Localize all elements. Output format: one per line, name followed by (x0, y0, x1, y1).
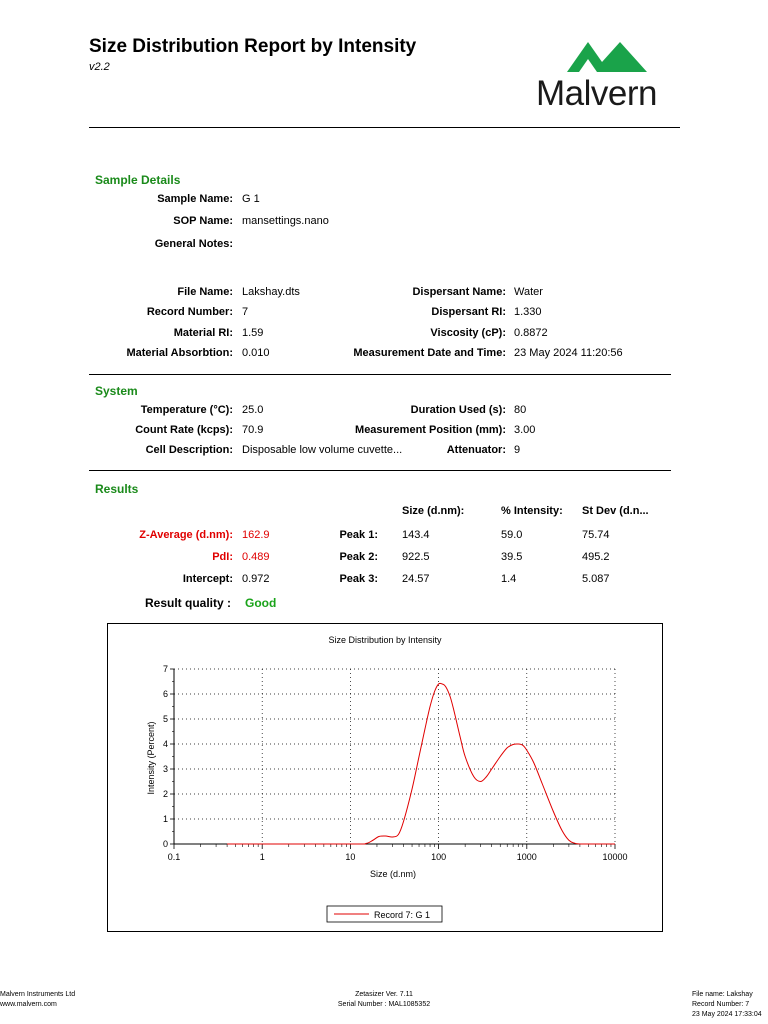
material-absorption-label: Material Absorbtion: (126, 347, 233, 359)
report-title: Size Distribution Report by Intensity (89, 36, 417, 57)
z-average-label: Z-Average (d.nm): (139, 529, 233, 541)
col-size-header: Size (d.nm): (402, 505, 465, 517)
footer-software: Zetasizer Ver. 7.11 (355, 991, 413, 998)
chart-svg (108, 624, 662, 931)
section-system: System (95, 384, 138, 398)
y-tick-label: 2 (162, 789, 168, 799)
x-tick-label: 1 (259, 852, 265, 862)
viscosity-value: 0.8872 (514, 327, 548, 339)
peak-1-intensity: 59.0 (501, 529, 523, 541)
legend-label: Record 7: G 1 (374, 910, 431, 920)
report-version: v2.2 (89, 61, 110, 73)
duration-label: Duration Used (s): (410, 404, 506, 416)
sample-divider (89, 374, 671, 375)
sample-name-label: Sample Name: (157, 193, 233, 205)
record-number-label: Record Number: (146, 306, 233, 318)
peak-2-intensity: 39.5 (501, 551, 523, 563)
dispersant-name-label: Dispersant Name: (412, 286, 506, 298)
footer-serial: Serial Number : MAL1085352 (337, 1001, 431, 1008)
section-results: Results (95, 482, 139, 496)
y-tick-label: 4 (162, 739, 168, 749)
measurement-position-value: 3.00 (514, 424, 536, 436)
peak-2-stdev: 495.2 (582, 551, 610, 563)
y-tick-label: 7 (162, 664, 168, 674)
footer-file-name: File name: Lakshay (692, 991, 753, 998)
file-name-label: File Name: (177, 286, 233, 298)
intercept-value: 0.972 (242, 573, 270, 585)
dispersant-ri-label: Dispersant RI: (431, 306, 506, 318)
section-sample-details: Sample Details (95, 173, 181, 187)
attenuator-label: Attenuator: (446, 444, 506, 456)
peak-2-label: Peak 2: (339, 551, 378, 563)
system-divider (89, 470, 671, 471)
measurement-position-label: Measurement Position (mm): (355, 424, 506, 436)
attenuator-value: 9 (514, 444, 521, 456)
peak-1-size: 143.4 (402, 529, 430, 541)
footer-record-number: Record Number: 7 (692, 1001, 750, 1008)
cell-description-value: Disposable low volume cuvette... (242, 444, 403, 456)
x-tick-label: 10 (345, 852, 356, 862)
material-ri-label: Material RI: (173, 327, 233, 339)
sop-name-value: mansettings.nano (242, 215, 329, 227)
peak-1-label: Peak 1: (339, 529, 378, 541)
material-ri-value: 1.59 (242, 327, 264, 339)
y-tick-label: 1 (162, 814, 168, 824)
z-average-value: 162.9 (242, 529, 270, 541)
material-absorption-value: 0.010 (242, 347, 270, 359)
peak-3-intensity: 1.4 (501, 573, 517, 585)
y-tick-label: 0 (162, 839, 168, 849)
series-line-record-7 (227, 683, 615, 844)
col-stdev-header: St Dev (d.n... (582, 505, 649, 517)
sample-name-value: G 1 (242, 193, 260, 205)
size-distribution-chart (107, 623, 663, 932)
measurement-datetime-value: 23 May 2024 11:20:56 (514, 347, 623, 359)
footer-center (300, 990, 468, 1010)
header-divider (89, 127, 680, 128)
temperature-label: Temperature (°C): (140, 404, 233, 416)
chart-legend (327, 906, 442, 922)
y-axis-label: Intensity (Percent) (146, 721, 156, 795)
cell-description-label: Cell Description: (145, 444, 233, 456)
y-tick-label: 6 (162, 689, 168, 699)
dispersant-ri-value: 1.330 (514, 306, 542, 318)
x-tick-label: 0.1 (167, 852, 181, 862)
peak-3-stdev: 5.087 (582, 573, 610, 585)
footer-company: Malvern Instruments Ltd (0, 991, 76, 998)
logo-text: Malvern (536, 74, 657, 113)
file-name-value: Lakshay.dts (242, 286, 300, 298)
intercept-label: Intercept: (182, 573, 233, 585)
footer-datetime: 23 May 2024 17:33:04 (692, 1011, 762, 1018)
temperature-value: 25.0 (242, 404, 264, 416)
x-tick-label: 10000 (602, 852, 628, 862)
general-notes-label: General Notes: (154, 238, 233, 250)
pdi-value: 0.489 (242, 551, 270, 563)
count-rate-value: 70.9 (242, 424, 264, 436)
footer-website: www.malvern.com (0, 1001, 57, 1008)
x-tick-label: 1000 (516, 852, 537, 862)
y-tick-label: 5 (162, 714, 168, 724)
col-intensity-header: % Intensity: (501, 505, 563, 517)
dispersant-name-value: Water (514, 286, 543, 298)
result-quality-label: Result quality : (144, 596, 231, 610)
x-tick-label: 100 (431, 852, 447, 862)
pdi-label: PdI: (212, 551, 233, 563)
footer-right (692, 990, 762, 1020)
y-tick-label: 3 (162, 764, 168, 774)
viscosity-label: Viscosity (cP): (430, 327, 506, 339)
count-rate-label: Count Rate (kcps): (135, 424, 233, 436)
peak-3-label: Peak 3: (339, 573, 378, 585)
footer-left (0, 990, 75, 1010)
peak-3-size: 24.57 (402, 573, 430, 585)
x-axis-label: Size (d.nm) (369, 869, 417, 879)
peak-1-stdev: 75.74 (582, 529, 610, 541)
record-number-value: 7 (242, 306, 249, 318)
peak-2-size: 922.5 (402, 551, 430, 563)
chart-title: Size Distribution by Intensity (328, 635, 442, 645)
malvern-logo-icon (535, 38, 650, 74)
sop-name-label: SOP Name: (173, 215, 233, 227)
measurement-datetime-label: Measurement Date and Time: (353, 347, 506, 359)
result-quality-value: Good (245, 596, 277, 610)
duration-value: 80 (514, 404, 527, 416)
